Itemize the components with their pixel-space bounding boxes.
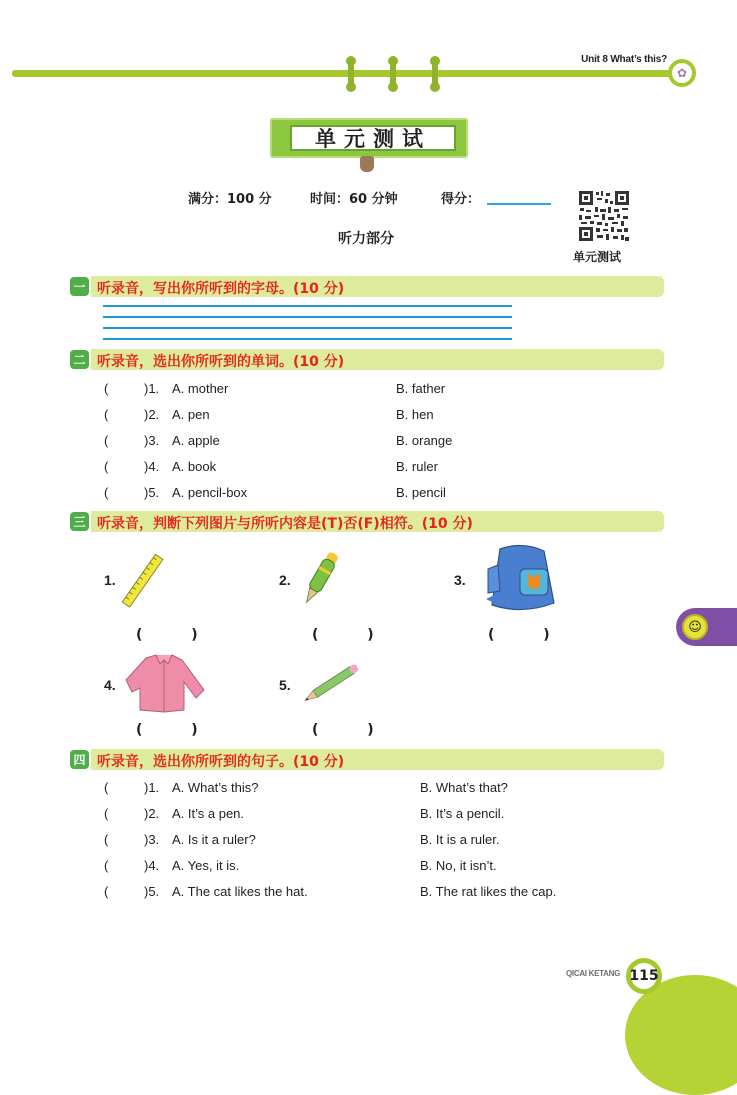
option-a: A. pencil-box [172, 485, 248, 500]
answer-blank[interactable]: ( ) [488, 627, 572, 643]
answer-blank[interactable]: ( [104, 485, 109, 500]
mascot-icon: ✿ [668, 59, 696, 87]
question-number: )4. [144, 459, 160, 474]
page-title: 单元测试 [290, 125, 456, 151]
question-number: )4. [144, 858, 160, 873]
full-score: 满分：100 分 [188, 192, 272, 207]
section-header-4 [70, 749, 664, 770]
option-a: A. book [172, 459, 217, 474]
picture-label: 3. [454, 572, 466, 588]
question-number: )5. [144, 884, 160, 899]
schoolbag-icon [482, 543, 562, 615]
section-header-1 [70, 276, 664, 297]
answer-blank[interactable]: ( [104, 858, 109, 873]
picture-label: 4. [104, 677, 116, 693]
option-a: A. The cat likes the hat. [172, 884, 308, 899]
section-header-3 [70, 511, 664, 532]
section-header-2 [70, 349, 664, 370]
score-label: 得分： [441, 192, 481, 207]
answer-blank[interactable]: ( [104, 832, 109, 847]
option-b: B. orange [396, 433, 453, 448]
question-number: )3. [144, 832, 160, 847]
question-number: )2. [144, 806, 160, 821]
side-tab[interactable] [676, 608, 737, 646]
option-a: A. What’s this? [172, 780, 259, 795]
writing-line[interactable] [103, 338, 512, 340]
option-b: B. hen [396, 407, 434, 422]
answer-blank[interactable]: ( ) [136, 722, 220, 738]
binder-hook-icon [390, 59, 396, 89]
answer-blank[interactable]: ( [104, 459, 109, 474]
answer-blank[interactable]: ( [104, 433, 109, 448]
option-b: B. It’s a pencil. [420, 806, 505, 821]
writing-line[interactable] [103, 305, 512, 307]
time-limit: 时间：60 分钟 [310, 192, 398, 207]
picture-label: 5. [279, 677, 291, 693]
binder-hook-icon [348, 59, 354, 89]
writing-line[interactable] [103, 327, 512, 329]
answer-blank[interactable]: ( [104, 806, 109, 821]
option-b: B. pencil [396, 485, 446, 500]
binder-hook-icon [432, 59, 438, 89]
section-title: 听录音，选出你所听到的单词。(10 分) [97, 354, 345, 370]
option-a: A. apple [172, 433, 220, 448]
option-b: B. No, it isn’t. [420, 858, 497, 873]
qr-caption: 单元测试 [573, 250, 622, 264]
footer-brand: QICAI KETANG [566, 969, 621, 978]
pen-icon [298, 548, 342, 612]
writing-line[interactable] [103, 316, 512, 318]
section-number: 三 [70, 512, 89, 531]
question-number: )2. [144, 407, 160, 422]
section-title: 听录音，写出你所听到的字母。(10 分) [97, 281, 345, 297]
answer-blank[interactable]: ( [104, 780, 109, 795]
option-b: B. father [396, 381, 446, 396]
pencil-icon [298, 660, 366, 706]
shirt-icon [124, 654, 208, 714]
section-heading: 听力部分 [338, 231, 394, 247]
sign-stake-icon [360, 156, 374, 172]
question-number: )1. [144, 381, 160, 396]
option-a: A. Yes, it is. [172, 858, 240, 873]
answer-blank[interactable]: ( ) [312, 722, 396, 738]
answer-blank[interactable]: ( ) [312, 627, 396, 643]
frog-icon: ☺ [682, 614, 708, 640]
section-number: 一 [70, 277, 89, 296]
option-a: A. pen [172, 407, 210, 422]
question-number: )1. [144, 780, 160, 795]
unit-label: Unit 8 What’s this? [581, 54, 667, 65]
option-a: A. It’s a pen. [172, 806, 245, 821]
answer-blank[interactable]: ( [104, 884, 109, 899]
answer-blank[interactable]: ( ) [136, 627, 220, 643]
option-a: A. Is it a ruler? [172, 832, 256, 847]
section-title: 听录音，判断下列图片与所听内容是(T)否(F)相符。(10 分) [97, 516, 473, 532]
section-number: 四 [70, 750, 89, 769]
qr-code-icon[interactable] [577, 189, 631, 243]
option-b: B. The rat likes the cap. [420, 884, 557, 899]
option-b: B. What’s that? [420, 780, 508, 795]
option-a: A. mother [172, 381, 229, 396]
page-number: 115 [626, 958, 662, 994]
option-b: B. It is a ruler. [420, 832, 500, 847]
score-field[interactable] [487, 203, 551, 205]
section-title: 听录音，选出你所听到的句子。(10 分) [97, 754, 345, 770]
question-number: )3. [144, 433, 160, 448]
ruler-icon [118, 550, 168, 612]
section-number: 二 [70, 350, 89, 369]
picture-label: 2. [279, 572, 291, 588]
question-number: )5. [144, 485, 160, 500]
picture-label: 1. [104, 572, 116, 588]
option-b: B. ruler [396, 459, 438, 474]
title-banner [270, 118, 468, 158]
answer-blank[interactable]: ( [104, 407, 109, 422]
answer-blank[interactable]: ( [104, 381, 109, 396]
